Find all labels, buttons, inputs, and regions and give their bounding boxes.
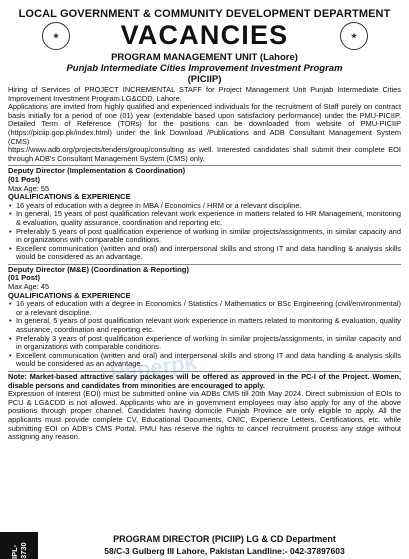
qualifications-heading: QUALIFICATIONS & EXPERIENCE	[8, 290, 131, 300]
advertisement-body	[8, 86, 401, 442]
qualifications-heading: QUALIFICATIONS & EXPERIENCE	[8, 192, 131, 202]
footer	[0, 532, 409, 559]
department-heading: LOCAL GOVERNMENT & COMMUNITY DEVELOPMENT DEPARTMENT	[18, 8, 391, 20]
qualification-item: • In general, 5 years of post qualification relevant work experience in matters related to monitoring & evaluation, quality assurance, coordination and reporting etc.	[16, 317, 401, 334]
qualification-item: • Excellent communication (written and oral) and interpersonal skills and strong IT and data handling & analysis skills would be considered as an advantage.	[16, 245, 401, 262]
qualification-item: • Preferably 5 years of post qualification experience of working in similar projects/assignments, in similar capacity and in organizations with comparable conditions.	[16, 228, 401, 245]
qualification-item: • Excellent communication (written and oral) and interpersonal skills and strong IT and data handling & analysis skills would be considered as an advantage.	[16, 352, 401, 369]
closing-paragraph: Expression of Interest (EOI) must be submitted online via ADBs CMS till 20th May 2024. Direct submission of EOIs to PCU & LG&CDD is not allowed. Applicants who are in government employees may also apply for any of the above positions through proper channel. Candidates having domicile Punjab Province are only eligible to apply. All the applicants must provide complete CV, Educational Documents, CNIC, Experience Letters, Certifications, etc. while submitting EOI on ADB's CMS Portal. PMU has reserve the rights to cancel recruitment process any stage without assigning any reason.	[8, 389, 401, 442]
program-heading: Punjab Intermediate Cities Improvement Investment Program	[66, 63, 343, 74]
program-director: PROGRAM DIRECTOR (PICIIP) LG & CD Department	[113, 534, 336, 544]
qualification-item: • In general, 15 years of post qualification relevant work experience in matters related to HR Management, monitoring & evaluation, quality assurance, coordination and reporting etc.	[16, 210, 401, 227]
punjab-government-logo-icon: ★	[340, 22, 368, 50]
intro-paragraph: https://www.adb.org/projects/tenders/group/consulting as well. Interested candidates shall submit their complete EOI through ADB's Consultant Management System (CMS) only.	[8, 145, 401, 163]
qualification-list	[8, 300, 401, 369]
unit-heading: PROGRAM MANAGEMENT UNIT (Lahore)	[111, 52, 298, 63]
qualification-item: • 16 years of education with a degree in Economics / Statistics / Mathematics or BSc Engineering (civil/environmental) or a relevant discipline.	[16, 300, 401, 317]
page-title: VACANCIES	[120, 20, 289, 50]
intro-paragraph: Applications are invited from highly qualified and experienced individuals for the recruitment of Staff purely on contract basis initially for a period of one (01) year (extendable based upon satisfactory performance) under the PMU-PICIIP. Detailed Term of Reference (TORs) for the positions can be downloaded from website of PMU-PICIIP (https://piciip.gop.pk/index.html) under the link Download /Publications and ADB Consultant Management System (CMS)	[8, 102, 401, 146]
ipl-code: IPL-3730	[0, 532, 38, 559]
position-title: Deputy Director (Implementation & Coordination)	[8, 166, 186, 176]
qualification-item: • Preferably 3 years of post qualification experience of working in similar projects/assignments, in similar capacity and in organizations with comparable conditions.	[16, 335, 401, 352]
watermark: Paperpk	[108, 349, 199, 386]
position-max-age: Max Age: 45	[8, 282, 50, 292]
intro-paragraph: Hiring of Services of PROJECT INCREMENTAL STAFF for Project Management Unit Punjab Intermediate Cities Improvement Investment Program LG&CDD, Lahore.	[8, 85, 401, 103]
qualification-list	[8, 202, 401, 262]
position-posts: (01 Post)	[8, 273, 41, 283]
punjab-government-logo-icon: ★	[42, 22, 70, 50]
qualification-item: • 16 years of education with a degree in MBA / Economics / HRM or a relevant discipline.	[16, 202, 401, 211]
position-max-age: Max Age: 55	[8, 183, 50, 193]
position-posts: (01 Post)	[8, 174, 41, 184]
salary-note: Note: Market-based attractive salary packages will be offered as approved in the PC-I of the Project. Women, disable persons and candidates from minorities are encouraged to apply.	[8, 372, 401, 390]
program-acronym: (PICIIP)	[187, 74, 222, 85]
contact-address: 58/C-3 Gulberg III Lahore, Pakistan Landline:- 042-37897603	[104, 546, 345, 556]
position-title: Deputy Director (M&E) (Coordination & Reporting)	[8, 264, 189, 274]
